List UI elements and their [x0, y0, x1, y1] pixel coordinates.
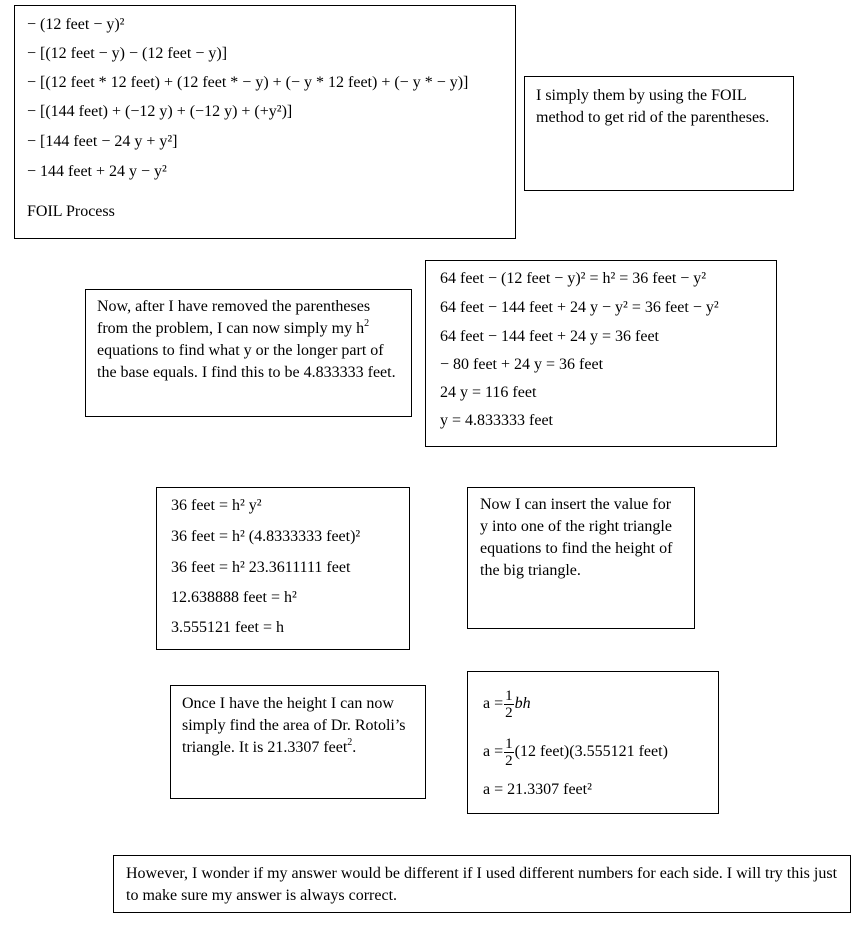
math-line: 64 feet − (12 feet − y)² = h² = 36 feet − y²: [440, 270, 707, 287]
math-line: 3.555121 feet = h: [171, 619, 284, 636]
fraction-numerator: 1: [505, 687, 513, 704]
foil-expansion-box: [14, 5, 516, 239]
closing-remark-box: [113, 855, 851, 913]
math-line: 64 feet − 144 feet + 24 y = 36 feet: [440, 328, 659, 345]
math-line: 64 feet − 144 feet + 24 y − y² = 36 feet − y²: [440, 299, 719, 316]
area-formula-line: [483, 680, 703, 728]
math-line: 24 y = 116 feet: [440, 384, 537, 401]
foil-explanation-box: [524, 76, 794, 191]
math-line: y = 4.833333 feet: [440, 412, 553, 429]
math-line: 36 feet = h² 23.3611111 feet: [171, 559, 351, 576]
fraction-denominator: 2: [505, 752, 513, 769]
superscript: 2: [347, 737, 353, 748]
explanation-text: equations to find what y or the longer part of the base equals. I find this to be 4.833333 feet.: [97, 342, 396, 381]
solve-h-box: [156, 487, 410, 650]
math-line: − 144 feet + 24 y − y²: [27, 163, 167, 180]
area-substitution-line: [483, 728, 703, 776]
closing-text: However, I wonder if my answer would be different if I used different numbers for each side. I will try this just to make sure my answer is always correct.: [126, 865, 838, 904]
explanation-text: .: [352, 739, 357, 756]
math-line: − [(144 feet) + (−12 y) + (−12 y) + (+y²)]: [27, 103, 293, 120]
one-half-fraction: [504, 688, 514, 721]
insert-y-explanation-box: [467, 487, 695, 629]
math-line: 36 feet = h² y²: [171, 497, 262, 514]
math-line: − (12 feet − y)²: [27, 16, 125, 33]
math-line: − [(12 feet − y) − (12 feet − y)]: [27, 45, 228, 62]
math-line: 12.638888 feet = h²: [171, 589, 297, 606]
one-half-fraction: [504, 736, 514, 769]
formula-lhs: a =: [483, 695, 504, 712]
formula-rhs: bh: [514, 695, 531, 712]
area-result-line: a = 21.3307 feet²: [483, 781, 592, 798]
math-line: − [(12 feet * 12 feet) + (12 feet * − y) + (− y * 12 feet) + (− y * − y)]: [27, 74, 469, 91]
math-line: − [144 feet − 24 y + y²]: [27, 133, 178, 150]
explanation-text: Now, after I have removed the parentheses from the problem, I can now simply my h: [97, 298, 371, 337]
superscript: 2: [364, 318, 370, 329]
h-squared-explanation-box: [85, 289, 412, 417]
explanation-text: Once I have the height I can now simply find the area of Dr. Rotoli’s triangle. It is 21.3307 feet: [182, 695, 406, 756]
area-explanation-box: [170, 685, 426, 799]
foil-caption: FOIL Process: [27, 203, 115, 220]
solve-y-box: [425, 260, 777, 447]
area-formula-box: [467, 671, 719, 814]
explanation-text: Now I can insert the value for y into one of the right triangle equations to find the height of the big triangle.: [480, 496, 673, 579]
formula-rhs: (12 feet)(3.555121 feet): [514, 743, 668, 760]
fraction-numerator: 1: [505, 735, 513, 752]
explanation-text: I simply them by using the FOIL method to get rid of the parentheses.: [536, 87, 770, 126]
fraction-denominator: 2: [505, 704, 513, 721]
formula-lhs: a =: [483, 743, 504, 760]
math-line: − 80 feet + 24 y = 36 feet: [440, 356, 604, 373]
math-line: 36 feet = h² (4.8333333 feet)²: [171, 528, 361, 545]
